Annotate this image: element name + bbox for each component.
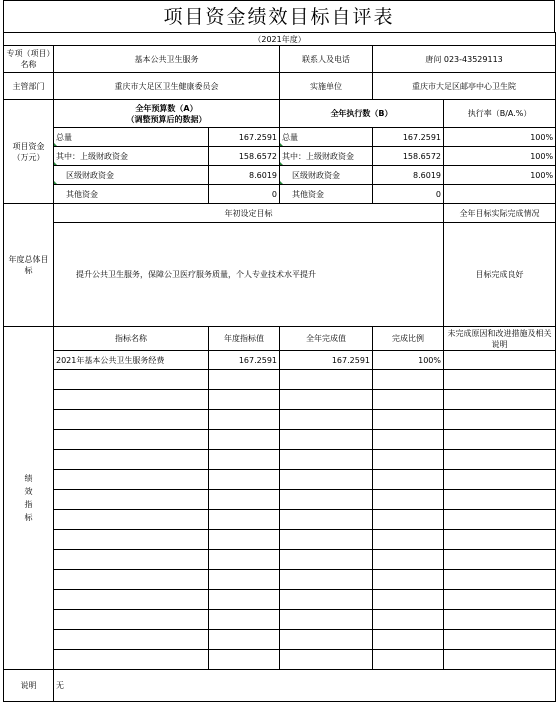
indicator-row-note [444,351,556,370]
fund-row-exec: 158.6572 [373,147,444,166]
fund-row-exec-label: 其他资金 [280,185,373,204]
dept-value: 重庆市大足区卫生健康委员会 [54,73,280,100]
indicator-empty-row [4,610,556,630]
fund-row-label: 其中：上级财政资金 [54,147,209,166]
actual-goal-value: 目标完成良好 [444,223,556,327]
indicator-empty-row [4,570,556,590]
fund-row-rate [444,185,556,204]
indicator-empty-row [4,450,556,470]
initial-goal-value: 提升公共卫生服务，保障公卫医疗服务质量，个人专业技术水平提升 [54,223,444,327]
fund-row-rate: 100% [444,166,556,185]
page-title: 项目资金绩效目标自评表 [3,0,555,32]
initial-goal-header: 年初设定目标 [54,204,444,223]
goals-section-label: 年度总体目标 [4,204,54,327]
fund-row-rate: 100% [444,147,556,166]
indicator-empty-row [4,410,556,430]
fund-row-exec-label: 区级财政资金 [280,166,373,185]
fund-row-exec-label: 其中：上级财政资金 [280,147,373,166]
indicator-header-note: 未完成原因和改进措施及相关说明 [444,327,556,351]
exec-header: 全年执行数（B） [280,100,444,128]
fund-row-exec: 0 [373,185,444,204]
indicator-row-ratio: 100% [373,351,444,370]
indicator-row-name: 2021年基本公共卫生服务经费 [54,351,209,370]
actual-goal-header: 全年目标实际完成情况 [444,204,556,223]
fund-row-label: 其他资金 [54,185,209,204]
impl-unit-label: 实施单位 [280,73,373,100]
indicator-row-done: 167.2591 [280,351,373,370]
indicator-empty-row [4,630,556,650]
fund-row-budget: 158.6572 [209,147,280,166]
fund-row-exec: 167.2591 [373,128,444,147]
rate-header: 执行率（B/A.%） [444,100,556,128]
budget-header-line2: （调整预算后的数据） [126,114,207,124]
indicator-empty-row [4,470,556,490]
indicator-empty-row [4,390,556,410]
indicator-empty-row [4,370,556,390]
year-label: （2021年度） [4,33,556,46]
indicator-row-target: 167.2591 [209,351,280,370]
contact-value: 唐问 023-43529113 [373,46,556,73]
contact-label: 联系人及电话 [280,46,373,73]
budget-header-line1: 全年预算数（A） [135,103,198,113]
impl-unit-value: 重庆市大足区邮亭中心卫生院 [373,73,556,100]
budget-header [54,100,280,128]
dept-label: 主管部门 [4,73,54,100]
fund-row-rate: 100% [444,128,556,147]
indicator-empty-row [4,490,556,510]
fund-row-budget: 8.6019 [209,166,280,185]
project-name-value: 基本公共卫生服务 [54,46,280,73]
indicator-header-target: 年度指标值 [209,327,280,351]
remark-label: 说明 [4,670,54,702]
fund-row-exec: 8.6019 [373,166,444,185]
fund-row-label: 总量 [54,128,209,147]
indicator-empty-row [4,550,556,570]
indicator-empty-row [4,430,556,450]
fund-row-label: 区级财政资金 [54,166,209,185]
project-name-label: 专项（项目）名称 [4,46,54,73]
indicator-header-name: 指标名称 [54,327,209,351]
indicator-empty-row [4,530,556,550]
fund-row-budget: 167.2591 [209,128,280,147]
indicators-label-text: 绩效指标 [24,474,33,522]
indicator-empty-row [4,650,556,670]
fund-row-exec-label: 总量 [280,128,373,147]
evaluation-table [3,32,556,702]
indicator-empty-row [4,510,556,530]
indicators-section-label [4,327,54,670]
remark-value: 无 [54,670,556,702]
indicator-header-done: 全年完成值 [280,327,373,351]
fund-row-budget: 0 [209,185,280,204]
funds-section-label: 项目资金（万元） [4,100,54,204]
indicator-empty-row [4,590,556,610]
indicator-header-ratio: 完成比例 [373,327,444,351]
